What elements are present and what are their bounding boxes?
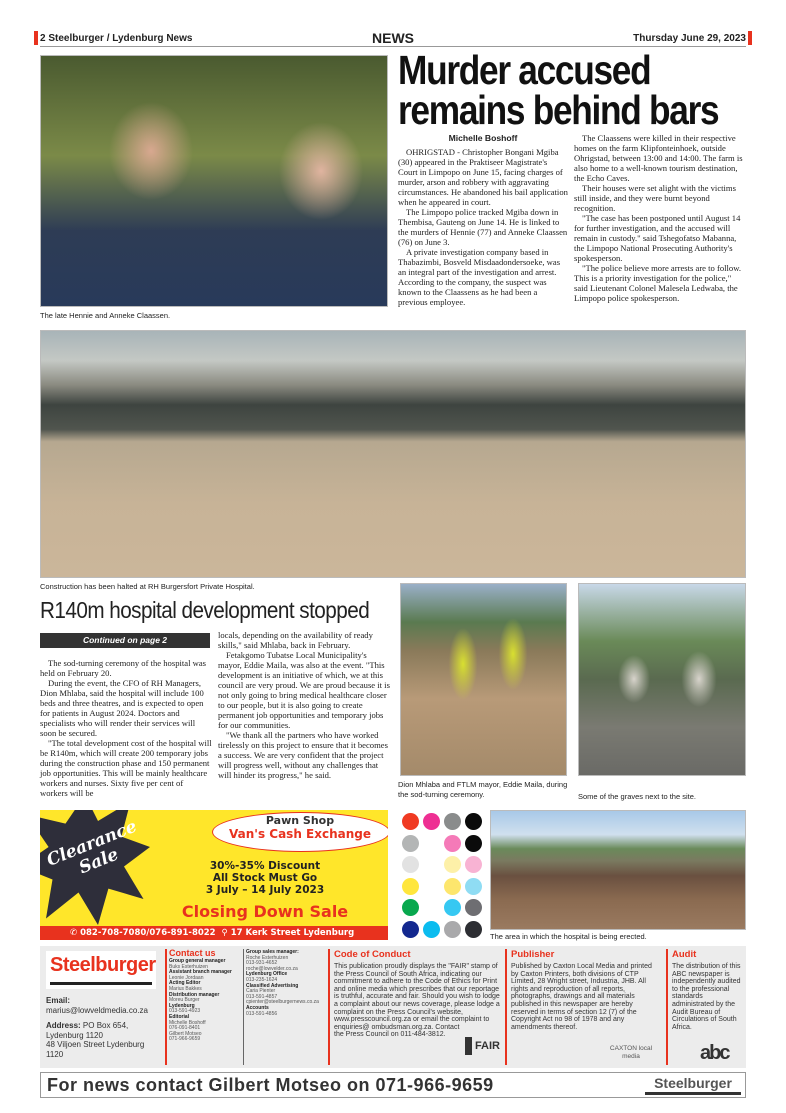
color-swatch: [465, 856, 482, 873]
steelburger-logo: Steelburger: [46, 951, 156, 989]
masthead-footer: [40, 946, 746, 1068]
contact-role: Assistant branch manager: [169, 969, 232, 976]
article-column: [574, 133, 746, 303]
contact-value: Moreu Burger: [169, 997, 200, 1004]
color-swatch: [465, 899, 482, 916]
code-of-conduct: Code of Conduct FAIR This publication proudly displays the "FAIR" stamp of the Press Council of South Africa, indicating our commitment to adhere to the Code of Ethics for Print and online media which prescribes that our reportage is truthful, accurate and fair. Should you wish to lodge a complaint about our news coverage, please lodge a complaint on the Press Council's website, www.presscouncil.org.za or email the complaint to enquiries@ ombudsman.org.za. Contact the Press Council on 011-484-3812.: [334, 949, 500, 1057]
contact-value: 013-591-4857: [246, 993, 278, 1000]
paragraph: The Limpopo police tracked Mgiba down in Thembisa, Gauteng on June 14. He is linked to the murders of Hennie (77) and Anneke Claassen (76) on June 3.: [398, 207, 568, 247]
contacts-column: Contact us Group general manager Buks Esterhuizen Assistant branch manager Leonie Jordaan Acting Editor Marius Bakkes Distribution manager Moreu Burger Lydenburg 013-591-4923 Editorial Michelle Boshoff 076-091-8401 Gilbert Motseo 071-966-9659: [169, 948, 241, 1043]
contact-value: Buks Esterhuizen: [169, 963, 208, 970]
publisher: Publisher CAXTON local media Published by Caxton Local Media and printed by Caxton Printers, both divisions of CTP Limited, 28 Wright street, Industria, JHB. All rights and reproduction of all reports, photographs, drawings and all materials published in this newspaper are hereby reserved in terms of section 12 (7) of the Copyright Act no 98 of 1978 and any amendments thereof.: [511, 949, 661, 1061]
paragraph: During the event, the CFO of RH Managers, Dion Mhlaba, said the hospital will include 100 beds and three theatres, and is expected to open for patients in August 2024. Doctors and specialists who will render their services will soon be secured.: [40, 678, 204, 738]
contact-value: Roche Esterhuizen: [246, 954, 289, 961]
contact-role: Accounts: [246, 1004, 269, 1011]
photo-caption: Construction has been halted at RH Burgersfort Private Hospital.: [40, 582, 255, 591]
color-swatch: [423, 899, 440, 916]
continued-link[interactable]: Continued on page 2: [40, 633, 210, 648]
color-swatch: [402, 856, 419, 873]
contact-role: Classified Advertising: [246, 982, 299, 989]
sod-turning-photo: [400, 583, 567, 776]
fair-logo: FAIR: [465, 1031, 500, 1057]
photo-caption: Dion Mhlaba and FTLM mayor, Eddie Maila, during the sod-turning ceremony.: [398, 780, 568, 799]
header-accent: [34, 31, 38, 45]
paragraph: OHRIGSTAD - Christopher Bongani Mgiba (30) appeared in the Praktiseer Magistrate's Court in Limpopo on June 15, facing charges of murder, arson and robbery with aggravating circumstances. He abandoned his bail application when he appeared in court.: [398, 147, 568, 207]
contact-value: cpienter@steelburgernews.co.za: [246, 999, 319, 1006]
contact-value: Gilbert Motseo: [169, 1030, 202, 1037]
shop-label: Pawn Shop: [265, 814, 335, 827]
steelburger-logo: Steelburger: [645, 1075, 741, 1095]
contact-value: roche@lowvelder.co.za: [246, 965, 298, 972]
news-contact-bar: [40, 1072, 746, 1098]
location-pin-icon: ⚲: [221, 928, 228, 938]
contact-role: Group general manager: [169, 958, 226, 964]
phone-icon: ✆: [70, 928, 78, 938]
publisher-text: Published by Caxton Local Media and printed by Caxton Printers, both divisions of CTP Limited, 28 Wright street, Industria, JHB. All rights and reproduction of all reports, photographs, drawings and all materials published in this newspaper are hereby reserved in terms of section 12 (7) of the Copyright Act no 98 of 1978 and any amendments thereof.: [511, 963, 652, 1031]
color-swatch: [444, 835, 461, 852]
header-accent: [748, 31, 752, 45]
color-swatch: [444, 813, 461, 830]
photo-caption: The area in which the hospital is being erected.: [490, 932, 647, 941]
paragraph: "The police believe more arrests are to follow. This is a priority investigation for the police," said Lieutenant Colonel Malesela Ledwaba, the Limpopo police spokesperson.: [574, 263, 742, 303]
color-swatch: [402, 899, 419, 916]
contact-role: Group sales manager:: [246, 949, 299, 955]
color-swatch: [423, 835, 440, 852]
claassen-photo: [40, 55, 388, 307]
contact-role: Editorial: [169, 1013, 190, 1020]
ad-headline: Closing Down Sale: [181, 902, 349, 921]
contact-details: Email: marius@lowveldmedia.co.za Address: PO Box 654, Lydenburg 1120 48 Viljoen Street Lydenburg 1120: [46, 996, 162, 1059]
burst-text: Clearance Sale: [43, 816, 140, 879]
color-swatch: [402, 835, 419, 852]
ad-address: 17 Kerk Street Lydenburg: [230, 928, 355, 938]
ad-phones: 082-708-7080/076-891-8022: [80, 928, 216, 938]
paragraph: locals, depending on the availability of ready skills," said Mhlaba, back in February.: [218, 630, 373, 650]
ad-contact-bar: [40, 926, 388, 940]
color-swatch: [423, 878, 440, 895]
photo-caption: Some of the graves next to the site.: [578, 792, 696, 801]
hospital-site-photo: [490, 810, 746, 930]
contacts-column: [246, 950, 326, 1017]
paragraph: Their houses were set alight with the victims still inside, and they were burnt beyond recognition.: [574, 183, 736, 213]
color-swatch: [423, 813, 440, 830]
audit: Audit The distribution of this ABC newspaper is independently audited to the professional standards administrated by the Audit Bureau of Circulations of South Africa.: [672, 949, 741, 1031]
contact-value: 013-591-4856: [246, 1010, 278, 1017]
byline: Michelle Boshoff: [448, 133, 518, 143]
headline: R140m hospital development stopped: [40, 597, 370, 623]
color-swatch: [402, 878, 419, 895]
color-swatch: [444, 856, 461, 873]
advertisement[interactable]: [40, 810, 388, 940]
paragraph: The sod-turning ceremony of the hospital was held on February 20.: [40, 658, 206, 678]
contact-value: Leonie Jordaan: [169, 974, 204, 981]
article-column: [218, 630, 392, 780]
color-swatch: [444, 899, 461, 916]
color-swatch: [465, 813, 482, 830]
contact-role: Lydenburg: [169, 1002, 195, 1009]
contact-value: Caria Pienter: [246, 988, 276, 995]
contact-role: Lydenburg Office: [246, 971, 288, 978]
contact-value: Michelle Boshoff: [169, 1019, 206, 1026]
color-swatch: [465, 921, 482, 938]
page-header: [40, 31, 746, 47]
contact-role: Acting Editor: [169, 980, 201, 987]
color-swatch: [465, 835, 482, 852]
color-swatch: [423, 921, 440, 938]
color-swatch: [465, 878, 482, 895]
paragraph: The Claassens were killed in their respective homes on the farm Klipfonteinhoek, outside Ohrigstad, between 13:00 and 14:00. The farm is also home to a well-known tourism destination, the Echo Caves.: [574, 133, 743, 183]
issue-date: Thursday June 29, 2023: [633, 33, 746, 44]
paragraph: "We thank all the partners who have worked tirelessly on this project to ensure that it becomes a success. We are very confident that the project will progress well, without any challenges that will hinder its progress," he said.: [218, 730, 388, 780]
paragraph: "The case has been postponed until August 14 for further investigation, and the accused will remain in custody." said Tshegofatso Mabanna, the Limpopo National Prosecuting Authority's spokesperson.: [574, 213, 741, 263]
photo-caption: The late Hennie and Anneke Claassen.: [40, 311, 171, 320]
shop-name: Van's Cash Exchange: [229, 827, 371, 841]
color-swatch: [423, 856, 440, 873]
color-swatch: [444, 878, 461, 895]
color-swatch: [402, 921, 419, 938]
code-of-conduct-text: This publication proudly displays the "FAIR" stamp of the Press Council of South Africa, indicating our commitment to adhere to the Code of Ethics for Print and online media which prescribes that our reportage is truthful, accurate and fair. Should you wish to lodge a complaint about our news coverage, please lodge a complaint on the Press Council's website, www.presscouncil.org.za or email the complaint to enquiries@ ombudsman.org.za. Contact the Press Council on 011-484-3812.: [334, 963, 500, 1039]
news-contact: For news contact Gilbert Motseo on 071-966-9659: [47, 1075, 494, 1095]
color-registration-bar: [396, 810, 486, 942]
headline: Murder accused remains behind bars: [398, 47, 719, 133]
section-label: NEWS: [372, 30, 414, 46]
abc-logo: abc: [700, 1042, 729, 1064]
contact-role: Distribution manager: [169, 991, 220, 998]
contact-value: 013-931-4652: [246, 960, 278, 967]
caxton-logo: CAXTON local media: [609, 1045, 653, 1060]
contact-value: 013-591-4923: [169, 1008, 201, 1015]
page-label: 2 Steelburger / Lydenburg News: [40, 33, 193, 44]
paragraph: A private investigation company based in Thabazimbi, Bosveld Misdaadondersoeke, was an integral part of the investigation and arrest. According to the company, the suspect was known to the Claassens as he had been a previous employee.: [398, 247, 561, 307]
paragraph: "The total development cost of the hospital will be R140m, which will create 200 temporary jobs during the construction phase and 150 permanent job opportunities. This will be mainly healthcare workers and nurses. Sixty five per cent of workers will be: [40, 738, 212, 798]
contact-value: 076-091-8401: [169, 1025, 201, 1032]
email-link[interactable]: marius@lowveldmedia.co.za: [46, 1005, 148, 1015]
ad-details: 30%-35% Discount All Stock Must Go 3 July – 14 July 2023: [205, 860, 325, 896]
contact-value: 071-966-9659: [169, 1036, 201, 1043]
contact-value: Marius Bakkes: [169, 985, 202, 992]
article-column: [398, 147, 568, 307]
construction-site-photo: [40, 330, 746, 578]
color-swatch: [402, 813, 419, 830]
article-column: [40, 658, 212, 798]
graves-photo: [578, 583, 746, 776]
color-swatch: [444, 921, 461, 938]
paragraph: Fetakgomo Tubatse Local Municipality's mayor, Eddie Maila, was also at the event. "This development is an initiative of which, we at this council are very proud. We are proud because it is not only going to bring medical healthcare closer to our people, but it is also going to create permanent job opportunities and temporary jobs for our communities.: [218, 650, 390, 730]
contact-value: 013-235-1624: [246, 976, 278, 983]
